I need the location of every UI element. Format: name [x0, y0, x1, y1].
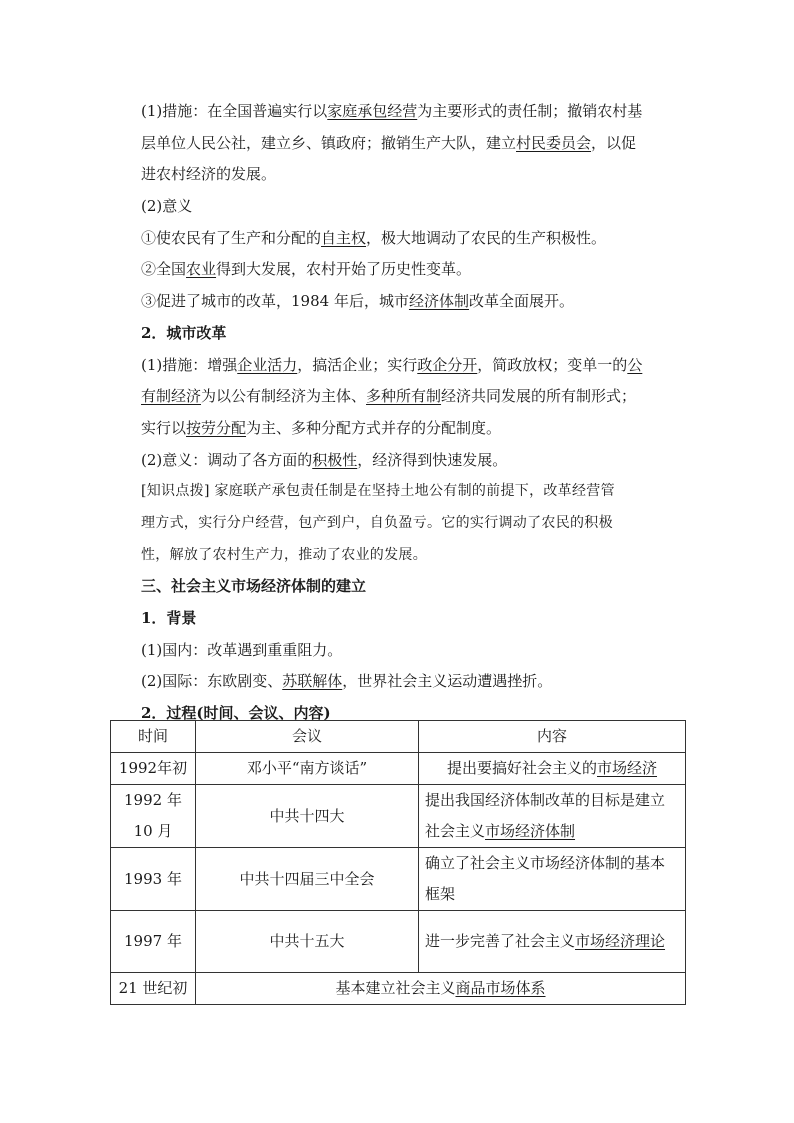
text-segment: 为主、多种分配方式并存的分配制度。: [246, 418, 502, 437]
paragraph-line: [141, 350, 686, 382]
table-row: [111, 973, 686, 1005]
text-segment: 进农村经济的发展。: [141, 165, 277, 184]
text-segment: 进一步完善了社会主义: [425, 932, 576, 950]
table-header-time: 时间: [111, 721, 196, 753]
cell-content-merged: [196, 973, 686, 1005]
text-segment: 为以公有制经济为主体、: [201, 387, 367, 406]
paragraph-line: [141, 159, 686, 191]
paragraph-line: [141, 445, 686, 477]
text-segment: 基本建立社会主义: [335, 979, 456, 997]
paragraph-line: [141, 508, 686, 540]
cell-meeting: 邓小平“南方谈话”: [196, 753, 419, 785]
underlined-keyword: 农业: [186, 260, 217, 279]
table-header-content: 内容: [419, 721, 686, 753]
text-segment: 2．城市改革: [141, 323, 227, 342]
underlined-keyword: 商品市场体系: [455, 979, 546, 997]
text-segment: 为主要形式的责任制；撤销农村基: [417, 102, 643, 120]
underlined-keyword: 村民委员会: [516, 133, 592, 152]
table-row: [111, 753, 686, 785]
text-segment: ，简政放权；变单一的: [477, 355, 628, 374]
paragraph-line: [141, 223, 686, 255]
text-segment: 性，解放了农村生产力，推动了农业的发展。: [141, 546, 427, 563]
text-segment: 三、社会主义市场经济体制的建立: [141, 577, 367, 596]
table-header-meeting: 会议: [196, 721, 419, 753]
text-segment: [知识点拨] 家庭联产承包责任制是在坚持土地公有制的前提下，改革经营管: [141, 483, 615, 500]
text-segment: 理方式，实行分户经营，包产到户，自负盈亏。它的实行调动了农民的积极: [141, 514, 613, 531]
paragraph-line: [141, 96, 686, 128]
text-segment: 实行以: [141, 418, 187, 437]
paragraph-line: [141, 286, 686, 318]
underlined-keyword: 经济体制: [408, 292, 469, 311]
underlined-keyword: 市场经济理论: [575, 932, 666, 950]
text-segment: (2)意义: [141, 197, 193, 216]
cell-time: 1992年初: [111, 753, 196, 785]
paragraph-line: [141, 318, 686, 350]
paragraph-line: [141, 128, 686, 160]
cell-content: [419, 753, 686, 785]
text-segment: (2)国际：东欧剧变、: [141, 672, 283, 691]
text-segment: (1)措施：在全国普遍实行以: [141, 102, 328, 120]
text-segment: 提出要搞好社会主义的: [446, 759, 597, 777]
underlined-keyword: 政企分开: [417, 355, 478, 374]
underlined-keyword: 家庭承包经营: [327, 102, 418, 120]
paragraph-line: [141, 413, 686, 445]
text-segment: 层单位人民公社，建立乡、镇政府；撤销生产大队，建立: [141, 133, 517, 152]
paragraph-line: [141, 635, 686, 667]
market-economy-timeline-table: [110, 720, 686, 1005]
paragraph-line: [141, 254, 686, 286]
paragraph-line: [141, 540, 686, 572]
underlined-keyword: 自主权: [321, 228, 367, 247]
paragraph-line: [141, 603, 686, 635]
cell-time: 21 世纪初: [111, 973, 196, 1005]
underlined-keyword: 积极性: [312, 450, 358, 469]
text-segment: (1)措施：增强: [141, 355, 238, 374]
text-segment: 提出我国经济体制改革的目标是建立社会主义: [425, 791, 666, 840]
paragraph-line: [141, 571, 686, 603]
underlined-keyword: 企业活力: [237, 355, 298, 374]
underlined-keyword: 公: [627, 355, 643, 374]
underlined-keyword: 市场经济体制: [485, 822, 576, 840]
cell-time: 1992 年 10 月: [111, 785, 196, 848]
text-segment: 得到大发展，农村开始了历史性变革。: [216, 260, 472, 279]
underlined-keyword: 按劳分配: [186, 418, 247, 437]
paragraph-line: [141, 381, 686, 413]
table-row: [111, 848, 686, 911]
paragraph-line: [141, 476, 686, 508]
text-segment: ，世界社会主义运动遭遇挫折。: [342, 672, 553, 691]
cell-content: [419, 911, 686, 973]
table-header-row: [111, 721, 686, 753]
cell-meeting: 中共十四大: [196, 785, 419, 848]
cell-content: [419, 848, 686, 911]
text-segment: 1．背景: [141, 609, 197, 627]
cell-time: 1997 年: [111, 911, 196, 973]
table-row: [111, 911, 686, 973]
table-row: [111, 785, 686, 848]
text-segment: 2．过程(时间、会议、内容): [141, 704, 331, 723]
text-segment: ②全国: [141, 260, 187, 279]
underlined-keyword: 市场经济: [597, 759, 658, 777]
cell-content: [419, 785, 686, 848]
paragraph-line: [141, 191, 686, 223]
text-segment: ，极大地调动了农民的生产积极性。: [366, 228, 607, 247]
text-segment: ，经济得到快速发展。: [357, 450, 508, 469]
underlined-keyword: 多种所有制: [366, 387, 442, 406]
underlined-keyword: 苏联解体: [282, 672, 343, 691]
text-segment: (1)国内：改革遇到重重阻力。: [141, 640, 343, 659]
underlined-keyword: 有制经济: [141, 387, 202, 406]
text-segment: 确立了社会主义市场经济体制的基本框架: [425, 854, 666, 903]
text-segment: ，以促: [591, 133, 637, 152]
cell-meeting: 中共十四届三中全会: [196, 848, 419, 911]
text-segment: ，搞活企业；实行: [297, 355, 418, 374]
text-segment: 改革全面展开。: [468, 292, 574, 311]
text-segment: 经济共同发展的所有制形式；: [441, 387, 637, 406]
text-segment: (2)意义：调动了各方面的: [141, 450, 313, 469]
cell-time: 1993 年: [111, 848, 196, 911]
text-body: [141, 96, 686, 730]
text-segment: ③促进了城市的改革，1984 年后，城市: [141, 292, 409, 311]
cell-meeting: 中共十五大: [196, 911, 419, 973]
paragraph-line: [141, 666, 686, 698]
text-segment: ①使农民有了生产和分配的: [141, 228, 322, 247]
